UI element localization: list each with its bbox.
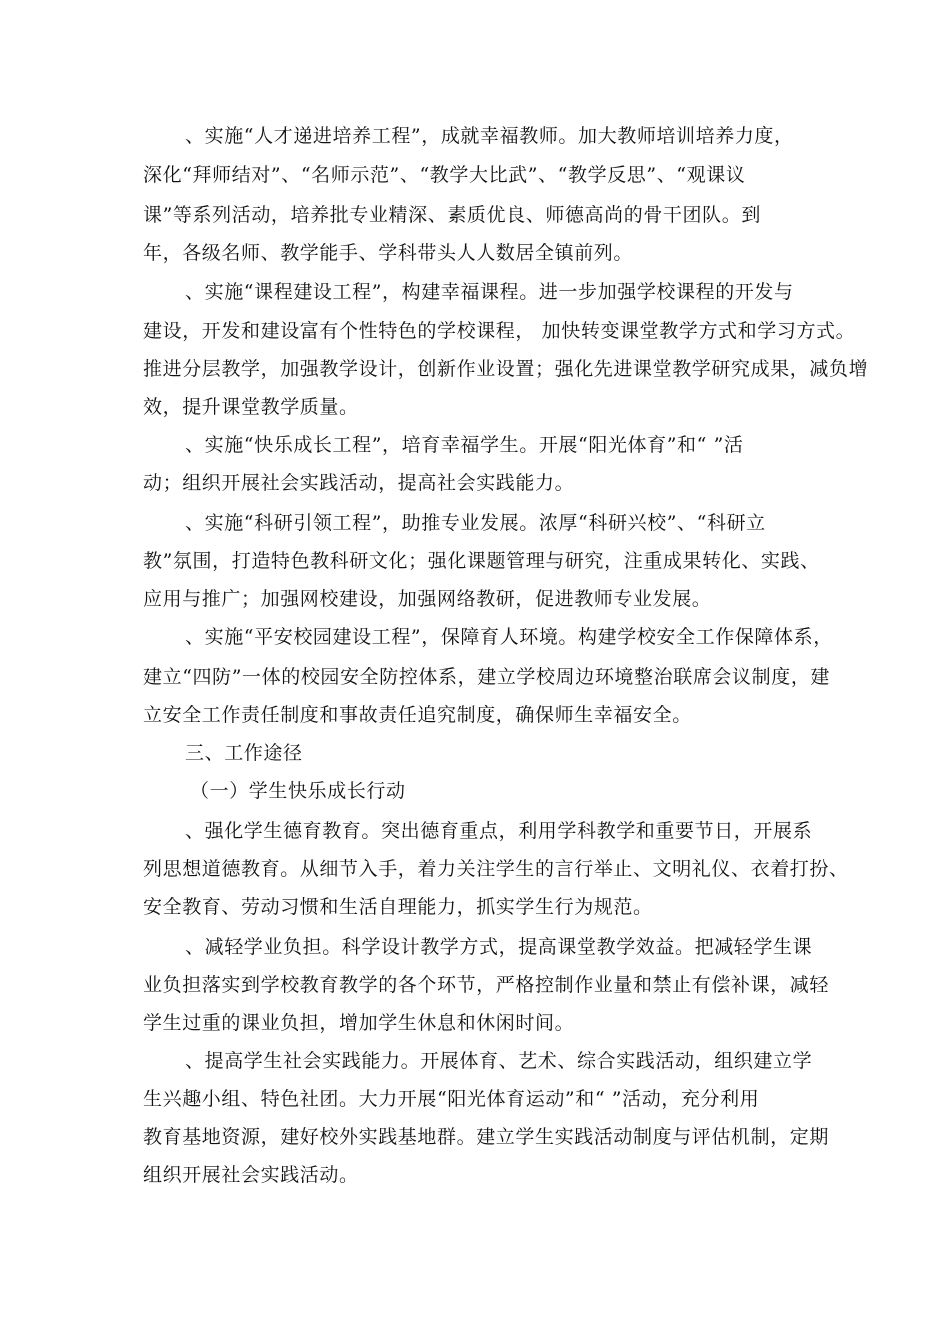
- paragraph-line: 课”等系列活动，培养批专业精深、素质优良、师德高尚的骨干团队。到: [143, 204, 761, 226]
- paragraph-line: 、提高学生社会实践能力。开展体育、艺术、综合实践活动，组织建立学: [185, 1050, 813, 1072]
- section-heading: 三、工作途径: [185, 742, 303, 764]
- paragraph-line: 、实施“科研引领工程”，助推专业发展。浓厚“科研兴校”、“科研立: [185, 512, 766, 534]
- paragraph-line: 建设，开发和建设富有个性特色的学校课程， 加快转变课堂教学方式和学习方式。: [143, 320, 856, 342]
- paragraph-line: 、实施“人才递进培养工程”，成就幸福教师。加大教师培训培养力度，: [185, 125, 794, 147]
- paragraph-line: 立安全工作责任制度和事故责任追究制度，确保师生幸福安全。: [143, 704, 692, 726]
- paragraph-line: 深化“拜师结对”、“名师示范”、“教学大比武”、“教学反思”、“观课议: [143, 164, 746, 186]
- paragraph-line: 生兴趣小组、特色社团。大力开展“阳光体育运动”和“ ”活动，充分利用: [143, 1088, 760, 1110]
- paragraph-line: 推进分层教学，加强教学设计，创新作业设置；强化先进课堂教学研究成果，减负增: [143, 358, 869, 380]
- paragraph-line: 教育基地资源，建好校外实践基地群。建立学生实践活动制度与评估机制，定期: [143, 1126, 830, 1148]
- paragraph-line: 、实施“平安校园建设工程”，保障育人环境。构建学校安全工作保障体系，: [185, 626, 833, 648]
- paragraph-line: 、实施“快乐成长工程”，培育幸福学生。开展“阳光体育”和“ ”活: [185, 434, 744, 456]
- paragraph-line: 动；组织开展社会实践活动，提高社会实践能力。: [143, 472, 575, 494]
- subsection-heading: （一）学生快乐成长行动: [190, 780, 406, 802]
- paragraph-line: 列思想道德教育。从细节入手，着力关注学生的言行举止、文明礼仪、衣着打扮、: [143, 858, 849, 880]
- paragraph-line: 、减轻学业负担。科学设计教学方式，提高课堂教学效益。把减轻学生课: [185, 936, 813, 958]
- paragraph-line: 业负担落实到学校教育教学的各个环节，严格控制作业量和禁止有偿补课，减轻: [143, 974, 830, 996]
- paragraph-line: 、实施“课程建设工程”，构建幸福课程。进一步加强学校课程的开发与: [185, 281, 794, 303]
- paragraph-line: 教”氛围，打造特色教科研文化；强化课题管理与研究，注重成果转化、实践、: [143, 550, 820, 572]
- paragraph-line: 学生过重的课业负担，增加学生休息和休闲时间。: [143, 1012, 575, 1034]
- paragraph-line: 效，提升课堂教学质量。: [143, 396, 359, 418]
- paragraph-line: 应用与推广；加强网校建设，加强网络教研，促进教师专业发展。: [143, 588, 712, 610]
- paragraph-line: 组织开展社会实践活动。: [143, 1164, 359, 1186]
- paragraph-line: 年，各级名师、教学能手、学科带头人人数居全镇前列。: [143, 242, 634, 264]
- paragraph-line: 建立“四防”一体的校园安全防控体系，建立学校周边环境整治联席会议制度，建: [143, 666, 831, 688]
- paragraph-line: 安全教育、劳动习惯和生活自理能力，抓实学生行为规范。: [143, 896, 653, 918]
- paragraph-line: 、强化学生德育教育。突出德育重点，利用学科教学和重要节日，开展系: [185, 820, 813, 842]
